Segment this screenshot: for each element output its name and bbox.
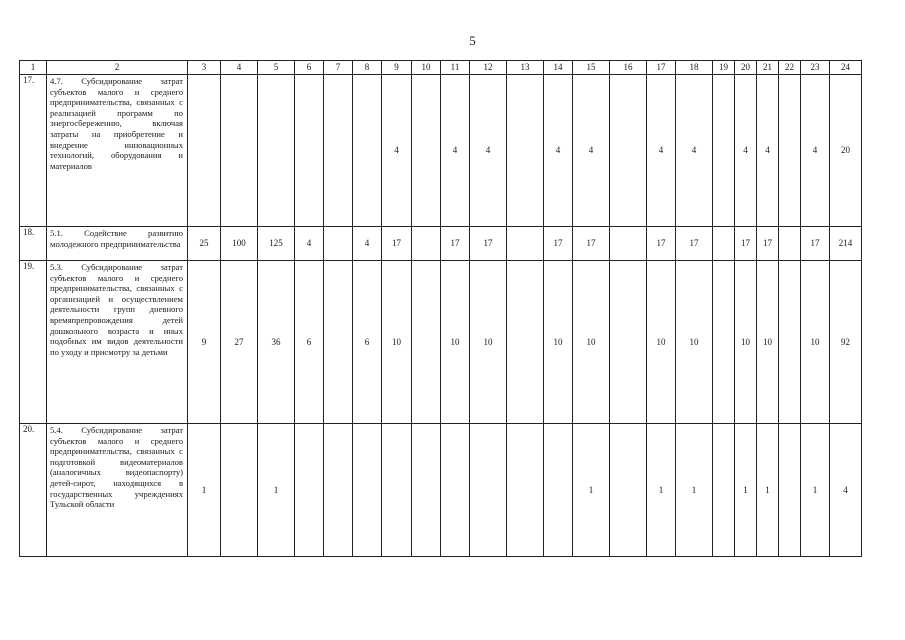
value-cell: 4 <box>676 75 713 227</box>
header-row <box>20 61 862 75</box>
header-cell: 6 <box>295 61 324 75</box>
value-cell <box>507 75 544 227</box>
value-cell <box>713 424 735 557</box>
value-cell: 1 <box>188 424 221 557</box>
header-cell: 5 <box>258 61 295 75</box>
value-cell: 10 <box>544 261 573 424</box>
value-cell: 1 <box>676 424 713 557</box>
value-cell: 20 <box>830 75 862 227</box>
table-row <box>20 424 862 557</box>
value-cell: 9 <box>188 261 221 424</box>
value-cell: 17 <box>382 227 412 261</box>
value-cell: 1 <box>801 424 830 557</box>
value-cell <box>188 75 221 227</box>
data-table <box>19 60 862 557</box>
row-number: 18. <box>20 227 47 261</box>
value-cell: 4 <box>735 75 757 227</box>
table-row <box>20 261 862 424</box>
row-number: 20. <box>20 424 47 557</box>
value-cell: 4 <box>830 424 862 557</box>
value-cell: 6 <box>295 261 324 424</box>
value-cell: 17 <box>735 227 757 261</box>
value-cell: 36 <box>258 261 295 424</box>
value-cell: 25 <box>188 227 221 261</box>
value-cell: 10 <box>676 261 713 424</box>
value-cell: 214 <box>830 227 862 261</box>
value-cell: 17 <box>647 227 676 261</box>
value-cell: 4 <box>801 75 830 227</box>
header-cell: 17 <box>647 61 676 75</box>
value-cell: 4 <box>470 75 507 227</box>
header-cell: 23 <box>801 61 830 75</box>
value-cell <box>779 261 801 424</box>
value-cell <box>610 424 647 557</box>
value-cell: 1 <box>573 424 610 557</box>
value-cell <box>295 75 324 227</box>
value-cell: 92 <box>830 261 862 424</box>
header-cell: 16 <box>610 61 647 75</box>
value-cell <box>779 75 801 227</box>
value-cell <box>324 261 353 424</box>
value-cell: 17 <box>470 227 507 261</box>
row-description: 5.1. Содействие развитию молодежного предпринимательства <box>47 227 188 261</box>
value-cell <box>713 261 735 424</box>
value-cell: 4 <box>544 75 573 227</box>
value-cell <box>713 227 735 261</box>
header-cell: 2 <box>47 61 188 75</box>
value-cell <box>258 75 295 227</box>
value-cell: 10 <box>441 261 470 424</box>
value-cell: 10 <box>801 261 830 424</box>
header-cell: 18 <box>676 61 713 75</box>
row-description: 5.3. Субсидирование затрат субъектов малого и среднего предпринимательства, связанных с организацией и осуществлением деятельности групп дневного времяпрепровождения детей дошкольного возраста и иных подобных им видов деятельности по уходу и присмотру за детьми <box>47 261 188 424</box>
header-cell: 8 <box>353 61 382 75</box>
value-cell: 4 <box>573 75 610 227</box>
page-number: 5 <box>469 33 476 48</box>
value-cell <box>382 424 412 557</box>
value-cell: 1 <box>735 424 757 557</box>
value-cell <box>412 75 441 227</box>
value-cell: 10 <box>647 261 676 424</box>
header-cell: 21 <box>757 61 779 75</box>
value-cell <box>324 227 353 261</box>
value-cell: 10 <box>757 261 779 424</box>
header-cell: 24 <box>830 61 862 75</box>
value-cell: 17 <box>757 227 779 261</box>
value-cell: 125 <box>258 227 295 261</box>
value-cell: 17 <box>544 227 573 261</box>
value-cell: 17 <box>801 227 830 261</box>
value-cell <box>470 424 507 557</box>
header-cell: 20 <box>735 61 757 75</box>
header-cell: 11 <box>441 61 470 75</box>
value-cell <box>507 424 544 557</box>
value-cell: 4 <box>647 75 676 227</box>
value-cell <box>221 424 258 557</box>
value-cell <box>353 424 382 557</box>
value-cell: 17 <box>573 227 610 261</box>
header-cell: 12 <box>470 61 507 75</box>
row-description: 4.7. Субсидирование затрат субъектов малого и среднего предпринимательства, связанных с реализацией программ по энергосбережению, включая затраты на приобретение и внедрение инновационных технологий, оборудования и материалов <box>47 75 188 227</box>
value-cell: 10 <box>735 261 757 424</box>
value-cell <box>779 424 801 557</box>
row-number: 19. <box>20 261 47 424</box>
header-cell: 1 <box>20 61 47 75</box>
header-cell: 19 <box>713 61 735 75</box>
value-cell: 4 <box>757 75 779 227</box>
value-cell: 27 <box>221 261 258 424</box>
value-cell: 4 <box>382 75 412 227</box>
value-cell: 100 <box>221 227 258 261</box>
value-cell: 1 <box>757 424 779 557</box>
value-cell <box>324 424 353 557</box>
value-cell <box>779 227 801 261</box>
header-cell: 15 <box>573 61 610 75</box>
header-cell: 7 <box>324 61 353 75</box>
value-cell: 17 <box>441 227 470 261</box>
value-cell <box>353 75 382 227</box>
header-cell: 3 <box>188 61 221 75</box>
value-cell <box>412 261 441 424</box>
value-cell: 6 <box>353 261 382 424</box>
value-cell <box>324 75 353 227</box>
header-cell: 9 <box>382 61 412 75</box>
value-cell <box>610 261 647 424</box>
row-description: 5.4. Субсидирование затрат субъектов малого и среднего предпринимательства, связанных с подготовкой видеоматериалов (аналогичных видеопаспорту) детей-сирот, находящихся в государственных учреждениях Тульской области <box>47 424 188 557</box>
value-cell <box>713 75 735 227</box>
value-cell: 1 <box>647 424 676 557</box>
table-row <box>20 227 862 261</box>
value-cell <box>412 227 441 261</box>
value-cell <box>610 227 647 261</box>
value-cell: 10 <box>382 261 412 424</box>
header-cell: 10 <box>412 61 441 75</box>
value-cell <box>544 424 573 557</box>
header-cell: 4 <box>221 61 258 75</box>
value-cell <box>441 424 470 557</box>
value-cell <box>412 424 441 557</box>
value-cell <box>507 261 544 424</box>
value-cell <box>295 424 324 557</box>
value-cell <box>507 227 544 261</box>
header-cell: 22 <box>779 61 801 75</box>
header-cell: 13 <box>507 61 544 75</box>
value-cell <box>221 75 258 227</box>
value-cell: 4 <box>441 75 470 227</box>
table-row <box>20 75 862 227</box>
value-cell <box>610 75 647 227</box>
row-number: 17. <box>20 75 47 227</box>
value-cell: 4 <box>353 227 382 261</box>
value-cell: 4 <box>295 227 324 261</box>
value-cell: 10 <box>470 261 507 424</box>
header-cell: 14 <box>544 61 573 75</box>
value-cell: 10 <box>573 261 610 424</box>
value-cell: 1 <box>258 424 295 557</box>
value-cell: 17 <box>676 227 713 261</box>
